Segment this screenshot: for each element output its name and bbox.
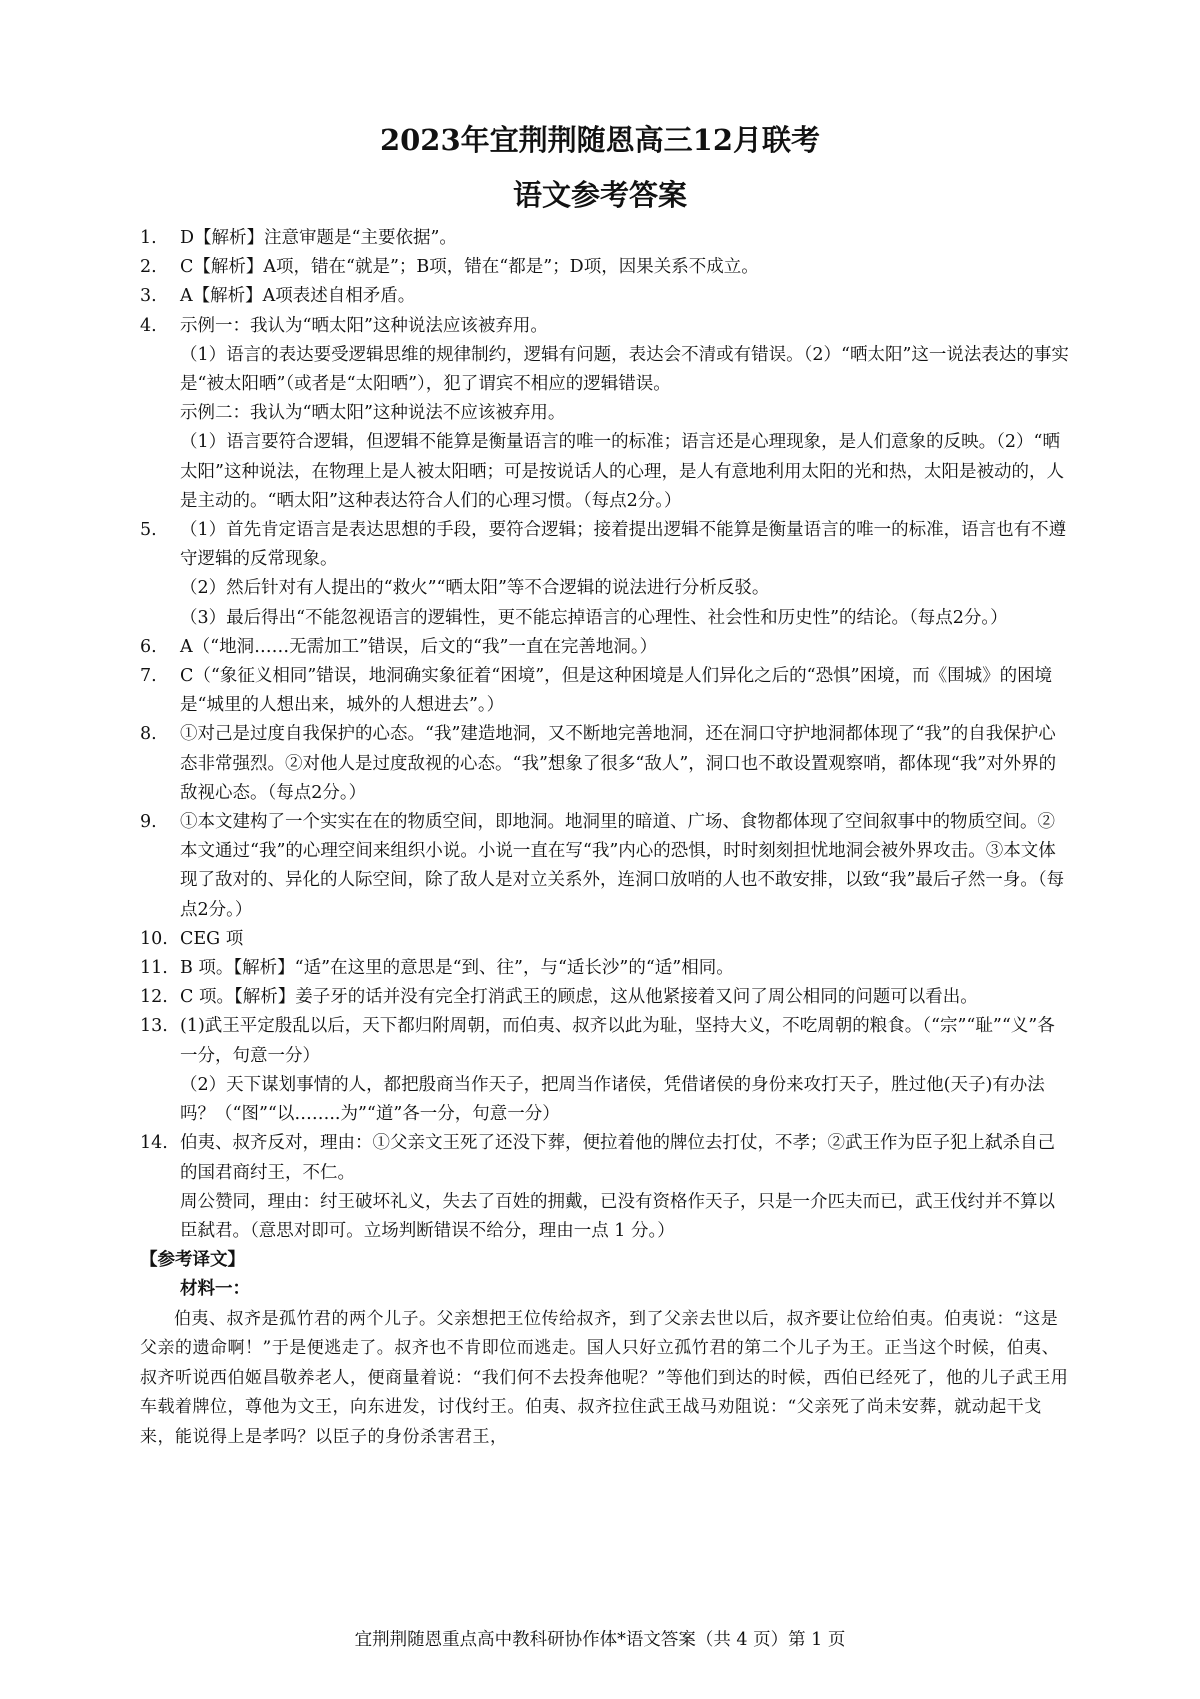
answer-item bbox=[140, 516, 1072, 633]
answer-line: C【解析】A项，错在“就是”；B项，错在“都是”；D项，因果关系不成立。 bbox=[180, 257, 759, 278]
answer-line: A（“地洞……无需加工”错误，后文的“我”一直在完善地洞。） bbox=[180, 636, 658, 657]
answer-line: C（“象征义相同”错误，地洞确实象征着“困境”，但是这种困境是人们异化之后的“恐惧”困境，而《围城》的困境是“城里的人想出来，城外的人想进去”。） bbox=[180, 666, 1053, 716]
answer-item bbox=[140, 808, 1072, 925]
page-footer: 宜荆荆随恩重点高中教科研协作体*语文答案（共 4 页）第 1 页 bbox=[354, 1630, 846, 1650]
answer-number: 4. bbox=[140, 315, 157, 336]
answer-number: 3. bbox=[140, 286, 157, 307]
answer-number: 13. bbox=[140, 1016, 168, 1037]
answer-number: 6. bbox=[140, 636, 157, 657]
answer-line: （1）语言的表达要受逻辑思维的规律制约，逻辑有问题，表达会不清或有错误。（2）“晒太阳”这一说法表达的事实是“被太阳晒”（或者是“太阳晒”），犯了谓宾不相应的逻辑错误。 bbox=[180, 344, 1069, 395]
answer-line: 示例一：我认为“晒太阳”这种说法应该被弃用。 bbox=[180, 315, 548, 336]
translation-text: 伯夷、叔齐是孤竹君的两个儿子。父亲想把王位传给叔齐，到了父亲去世以后，叔齐要让位给伯夷。伯夷说：“这是父亲的遗命啊！”于是便逃走了。叔齐也不肯即位而逃走。国人只好立孤竹君的第二个儿子为王。正当这个时候，伯夷、叔齐听说西伯姬昌敬养老人，便商量着说：“我们何不去投奔他呢？”等他们到达的时候，西伯已经死了，他的儿子武王用车载着牌位，尊他为文王，向东进发，讨伐纣王。伯夷、叔齐拉住武王战马劝阻说：“父亲死了尚未安葬，就动起干戈来，能说得上是孝吗？以臣子的身份杀害君王， bbox=[140, 1308, 1069, 1447]
answer-line: （2）然后针对有人提出的“救火”“晒太阳”等不合逻辑的说法进行分析反驳。 bbox=[180, 578, 770, 599]
answer-line: 示例二：我认为“晒太阳”这种说法不应该被弃用。 bbox=[180, 403, 566, 424]
answer-number: 1. bbox=[140, 228, 157, 248]
answer-content bbox=[180, 808, 1072, 925]
answer-line: （3）最后得出“不能忽视语言的逻辑性，更不能忘掉语言的心理性、社会性和历史性”的结论。（每点2分。） bbox=[180, 607, 1008, 628]
answer-item bbox=[140, 312, 1072, 516]
answer-content bbox=[180, 312, 1072, 516]
answer-item bbox=[140, 224, 1072, 253]
answer-line: （2）天下谋划事情的人，都把殷商当作天子，把周当作诸侯，凭借诸侯的身份来攻打天子，胜过他(天子)有办法吗？（“图”“以……..为”“道”各一分，句意一分） bbox=[180, 1074, 1045, 1125]
answer-line: ①本文建构了一个实实在在的物质空间，即地洞。地洞里的暗道、广场、食物都体现了空间叙事中的物质空间。②本文通过“我”的心理空间来组织小说。小说一直在写“我”内心的恐惧，时时刻刻担忧地洞会被外界攻击。③本文体现了敌对的、异化的人际空间，除了敌人是对立关系外，连洞口放哨的人也不敢安排，以致“我”最后孑然一身。（每点2分。） bbox=[180, 812, 1065, 920]
answer-item bbox=[140, 662, 1072, 720]
answer-content bbox=[180, 662, 1072, 720]
answer-content bbox=[180, 633, 1072, 662]
page-title: 2023年宜荆荆随恩高三12月联考 bbox=[379, 123, 821, 157]
answer-line: （1）语言要符合逻辑，但逻辑不能算是衡量语言的唯一的标准；语言还是心理现象，是人们意象的反映。（2）“晒太阳”这种说法，在物理上是人被太阳晒；可是按说话人的心理，是人有意地利用太阳的光和热，太阳是被动的，人是主动的。“晒太阳”这种表达符合人们的心理习惯。（每点2分。） bbox=[180, 432, 1064, 511]
answer-item bbox=[140, 1012, 1072, 1129]
answer-item bbox=[140, 983, 1072, 1012]
answer-number: 7. bbox=[140, 666, 157, 687]
answer-content bbox=[180, 516, 1072, 633]
answer-content bbox=[180, 282, 1072, 311]
answer-line: (1)武王平定殷乱以后，天下都归附周朝，而伯夷、叔齐以此为耻，坚持大义，不吃周朝的粮食。（“宗”“耻”“义”各一分，句意一分） bbox=[180, 1016, 1055, 1066]
answer-number: 8. bbox=[140, 724, 157, 745]
answer-item bbox=[140, 925, 1072, 954]
answer-line: D【解析】注意审题是“主要依据”。 bbox=[180, 228, 457, 248]
answer-content bbox=[180, 1012, 1072, 1129]
answer-line: ①对己是过度自我保护的心态。“我”建造地洞，又不断地完善地洞，还在洞口守护地洞都体现了“我”的自我保护心态非常强烈。②对他人是过度敌视的心态。“我”想象了很多“敌人”，洞口也不敢设置观察哨，都体现“我”对外界的敌视心态。（每点2分。） bbox=[180, 724, 1057, 803]
answer-content bbox=[180, 720, 1072, 808]
answer-content bbox=[180, 925, 1072, 954]
answer-content bbox=[180, 253, 1072, 282]
answer-number: 10. bbox=[140, 928, 168, 949]
answer-body bbox=[140, 224, 1072, 1452]
page-subtitle: 语文参考答案 bbox=[512, 178, 687, 212]
answer-item bbox=[140, 1129, 1072, 1246]
answer-line: B 项。【解析】“适”在这里的意思是“到、往”，与“适长沙”的“适”相同。 bbox=[180, 958, 734, 979]
translation-heading: 【参考译文】 bbox=[140, 1250, 245, 1271]
answer-item bbox=[140, 253, 1072, 282]
answer-line: 周公赞同，理由：纣王破坏礼义，失去了百姓的拥戴，已没有资格作天子，只是一介匹夫而已，武王伐纣并不算以臣弑君。（意思对即可。立场判断错误不给分，理由一点 1 分。） bbox=[180, 1191, 1055, 1241]
answer-content bbox=[180, 224, 1072, 253]
answer-line: （1）首先肯定语言是表达思想的手段，要符合逻辑；接着提出逻辑不能算是衡量语言的唯一的标准，语言也有不遵守逻辑的反常现象。 bbox=[180, 520, 1067, 570]
answer-number: 11. bbox=[140, 958, 168, 979]
answer-number: 9. bbox=[140, 812, 157, 833]
answer-line: C 项。【解析】姜子牙的话并没有完全打消武王的顾虑，这从他紧接着又问了周公相同的问题可以看出。 bbox=[180, 987, 978, 1008]
answer-item bbox=[140, 282, 1072, 311]
material-label: 材料一： bbox=[180, 1279, 250, 1300]
answer-line: 伯夷、叔齐反对，理由：①父亲文王死了还没下葬，便拉着他的牌位去打仗，不孝；②武王作为臣子犯上弑杀自己的国君商纣王，不仁。 bbox=[180, 1133, 1055, 1183]
answer-item bbox=[140, 720, 1072, 808]
answer-number: 12. bbox=[140, 987, 168, 1008]
answer-number: 14. bbox=[140, 1133, 168, 1154]
answer-number: 5. bbox=[140, 520, 157, 541]
answer-content bbox=[180, 1129, 1072, 1246]
answer-list bbox=[140, 224, 1072, 1246]
answer-item bbox=[140, 954, 1072, 983]
answer-line: CEG 项 bbox=[180, 928, 244, 949]
answer-item bbox=[140, 633, 1072, 662]
answer-content bbox=[180, 954, 1072, 983]
answer-line: A【解析】A项表述自相矛盾。 bbox=[180, 286, 416, 307]
answer-content bbox=[180, 983, 1072, 1012]
answer-number: 2. bbox=[140, 257, 157, 278]
